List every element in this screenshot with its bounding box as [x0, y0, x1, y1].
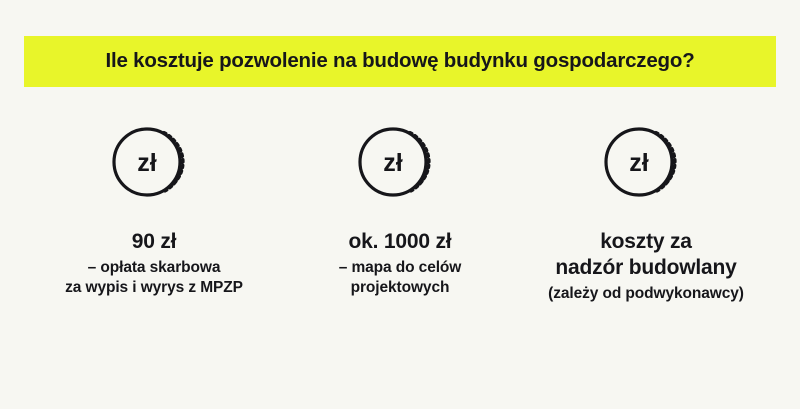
cost-item-3-title-line-2: nadzór budowlany: [555, 256, 737, 280]
cost-item-3-description: [548, 284, 744, 304]
cost-item-1-description-line-1: – opłata skarbowa: [87, 259, 221, 277]
coin-zloty-icon: [598, 121, 694, 203]
cost-item-1: [36, 121, 272, 297]
page-title: Ile kosztuje pozwolenie na budowę budynku gospodarczego?: [105, 49, 695, 72]
coin-zloty-icon: [106, 121, 202, 203]
cost-items-row: [0, 121, 800, 304]
cost-item-2-description-line-1: – mapa do celów: [338, 259, 462, 277]
cost-item-2: [282, 121, 518, 297]
svg-text:zł: zł: [383, 148, 403, 177]
cost-item-2-caption: [339, 229, 462, 297]
cost-item-3-caption: [548, 229, 744, 304]
cost-item-3-title-line-1: koszty za: [600, 229, 692, 253]
headline-banner: [24, 36, 776, 87]
cost-item-3-description-line-1: (zależy od podwykonawcy): [548, 285, 744, 303]
cost-item-1-title: 90 zł: [131, 229, 177, 253]
cost-item-2-title: ok. 1000 zł: [348, 229, 452, 253]
cost-item-1-description: [65, 258, 243, 297]
svg-text:zł: zł: [629, 148, 649, 177]
cost-item-1-description-line-2: za wypis i wyrys z MPZP: [65, 278, 243, 296]
cost-item-3-title: [548, 229, 744, 282]
cost-item-3: [528, 121, 764, 304]
cost-item-1-caption: [65, 229, 243, 297]
svg-text:zł: zł: [137, 148, 157, 177]
coin-zloty-icon: [352, 121, 448, 203]
cost-item-2-description: [339, 258, 462, 297]
cost-item-2-description-line-2: projektowych: [350, 278, 450, 296]
